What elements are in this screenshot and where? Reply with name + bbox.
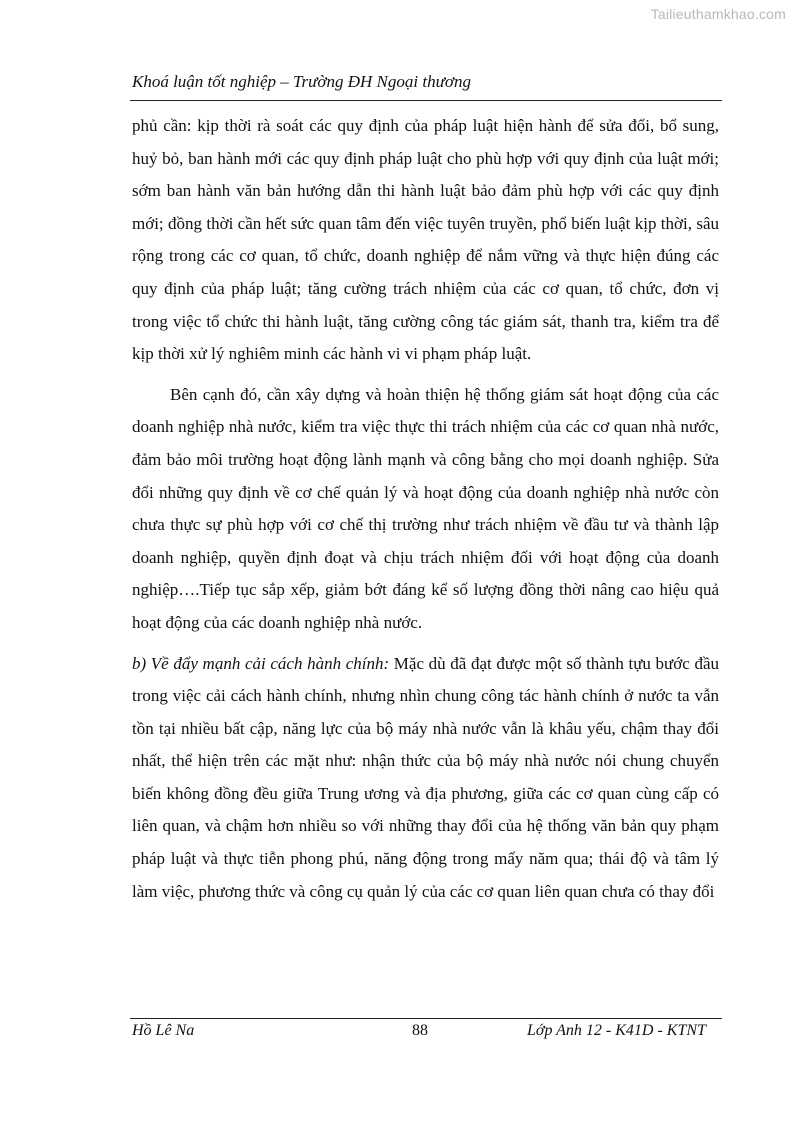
page-number: 88 xyxy=(412,1022,428,1039)
header-divider xyxy=(130,100,722,101)
paragraph-1: phủ cần: kịp thời rà soát các quy định của pháp luật hiện hành để sửa đổi, bổ sung, huỷ bỏ, ban hành mới các quy định pháp luật cho phù hợp với quy định của luật mới; sớm ban hành văn bản hướng dẫn thi hành luật bảo đảm phù hợp với các quy định mới; đồng thời cần hết sức quan tâm đến việc tuyên truyền, phổ biến luật kịp thời, sâu rộng trong các cơ quan, tổ chức, doanh nghiệp để nắm vững và thực hiện đúng các quy định của pháp luật; tăng cường trách nhiệm của các cơ quan, tổ chức, đơn vị trong việc tổ chức thi hành luật, tăng cường công tác giám sát, thanh tra, kiểm tra để kịp thời xử lý nghiêm minh các hành vi vi phạm pháp luật. xyxy=(132,116,719,364)
paragraph-3 xyxy=(132,648,719,909)
document-body xyxy=(132,110,719,908)
watermark: Tailieuthamkhao.com xyxy=(650,6,786,22)
footer-author: Hồ Lê Na xyxy=(132,1022,195,1039)
footer-divider xyxy=(130,1018,722,1019)
paragraph-2: Bên cạnh đó, cần xây dựng và hoàn thiện hệ thống giám sát hoạt động của các doanh nghiệp nhà nước, kiểm tra việc thực thi trách nhiệm của các cơ quan nhà nước, đảm bảo môi trường hoạt động lành mạnh và công bằng cho mọi doanh nghiệp. Sửa đổi những quy định về cơ chế quản lý và hoạt động của doanh nghiệp nhà nước còn chưa thực sự phù hợp với cơ chế thị trường như trách nhiệm về đầu tư và thành lập doanh nghiệp, quyền định đoạt và chịu trách nhiệm đối với hoạt động của doanh nghiệp….Tiếp tục sắp xếp, giảm bớt đáng kể số lượng đồng thời nâng cao hiệu quả hoạt động của các doanh nghiệp nhà nước. xyxy=(132,384,719,632)
section-heading-italic: b) Về đẩy mạnh cải cách hành chính: xyxy=(132,653,390,673)
paragraph-3-text: Mặc dù đã đạt được một số thành tựu bước đầu trong việc cải cách hành chính, nhưng nhìn chung công tác hành chính ở nước ta vẫn tồn tại nhiều bất cập, năng lực của bộ máy nhà nước vẫn là khâu yếu, chậm thay đổi nhất, thể hiện trên các mặt như: nhận thức của bộ máy nhà nước nói chung chuyển biến không đồng đều giữa Trung ương và địa phương, giữa các cơ quan cùng cấp có liên quan, và chậm hơn nhiều so với những thay đổi của hệ thống văn bản quy phạm pháp luật và thực tiễn phong phú, năng động trong mấy năm qua; thái độ và tâm lý làm việc, phương thức và công cụ quản lý của các cơ quan liên quan chưa có thay đổi xyxy=(132,653,719,901)
page-header-title: Khoá luận tốt nghiệp – Trường ĐH Ngoại thương xyxy=(132,72,471,91)
footer-class-info: Lớp Anh 12 - K41D - KTNT xyxy=(527,1022,706,1039)
